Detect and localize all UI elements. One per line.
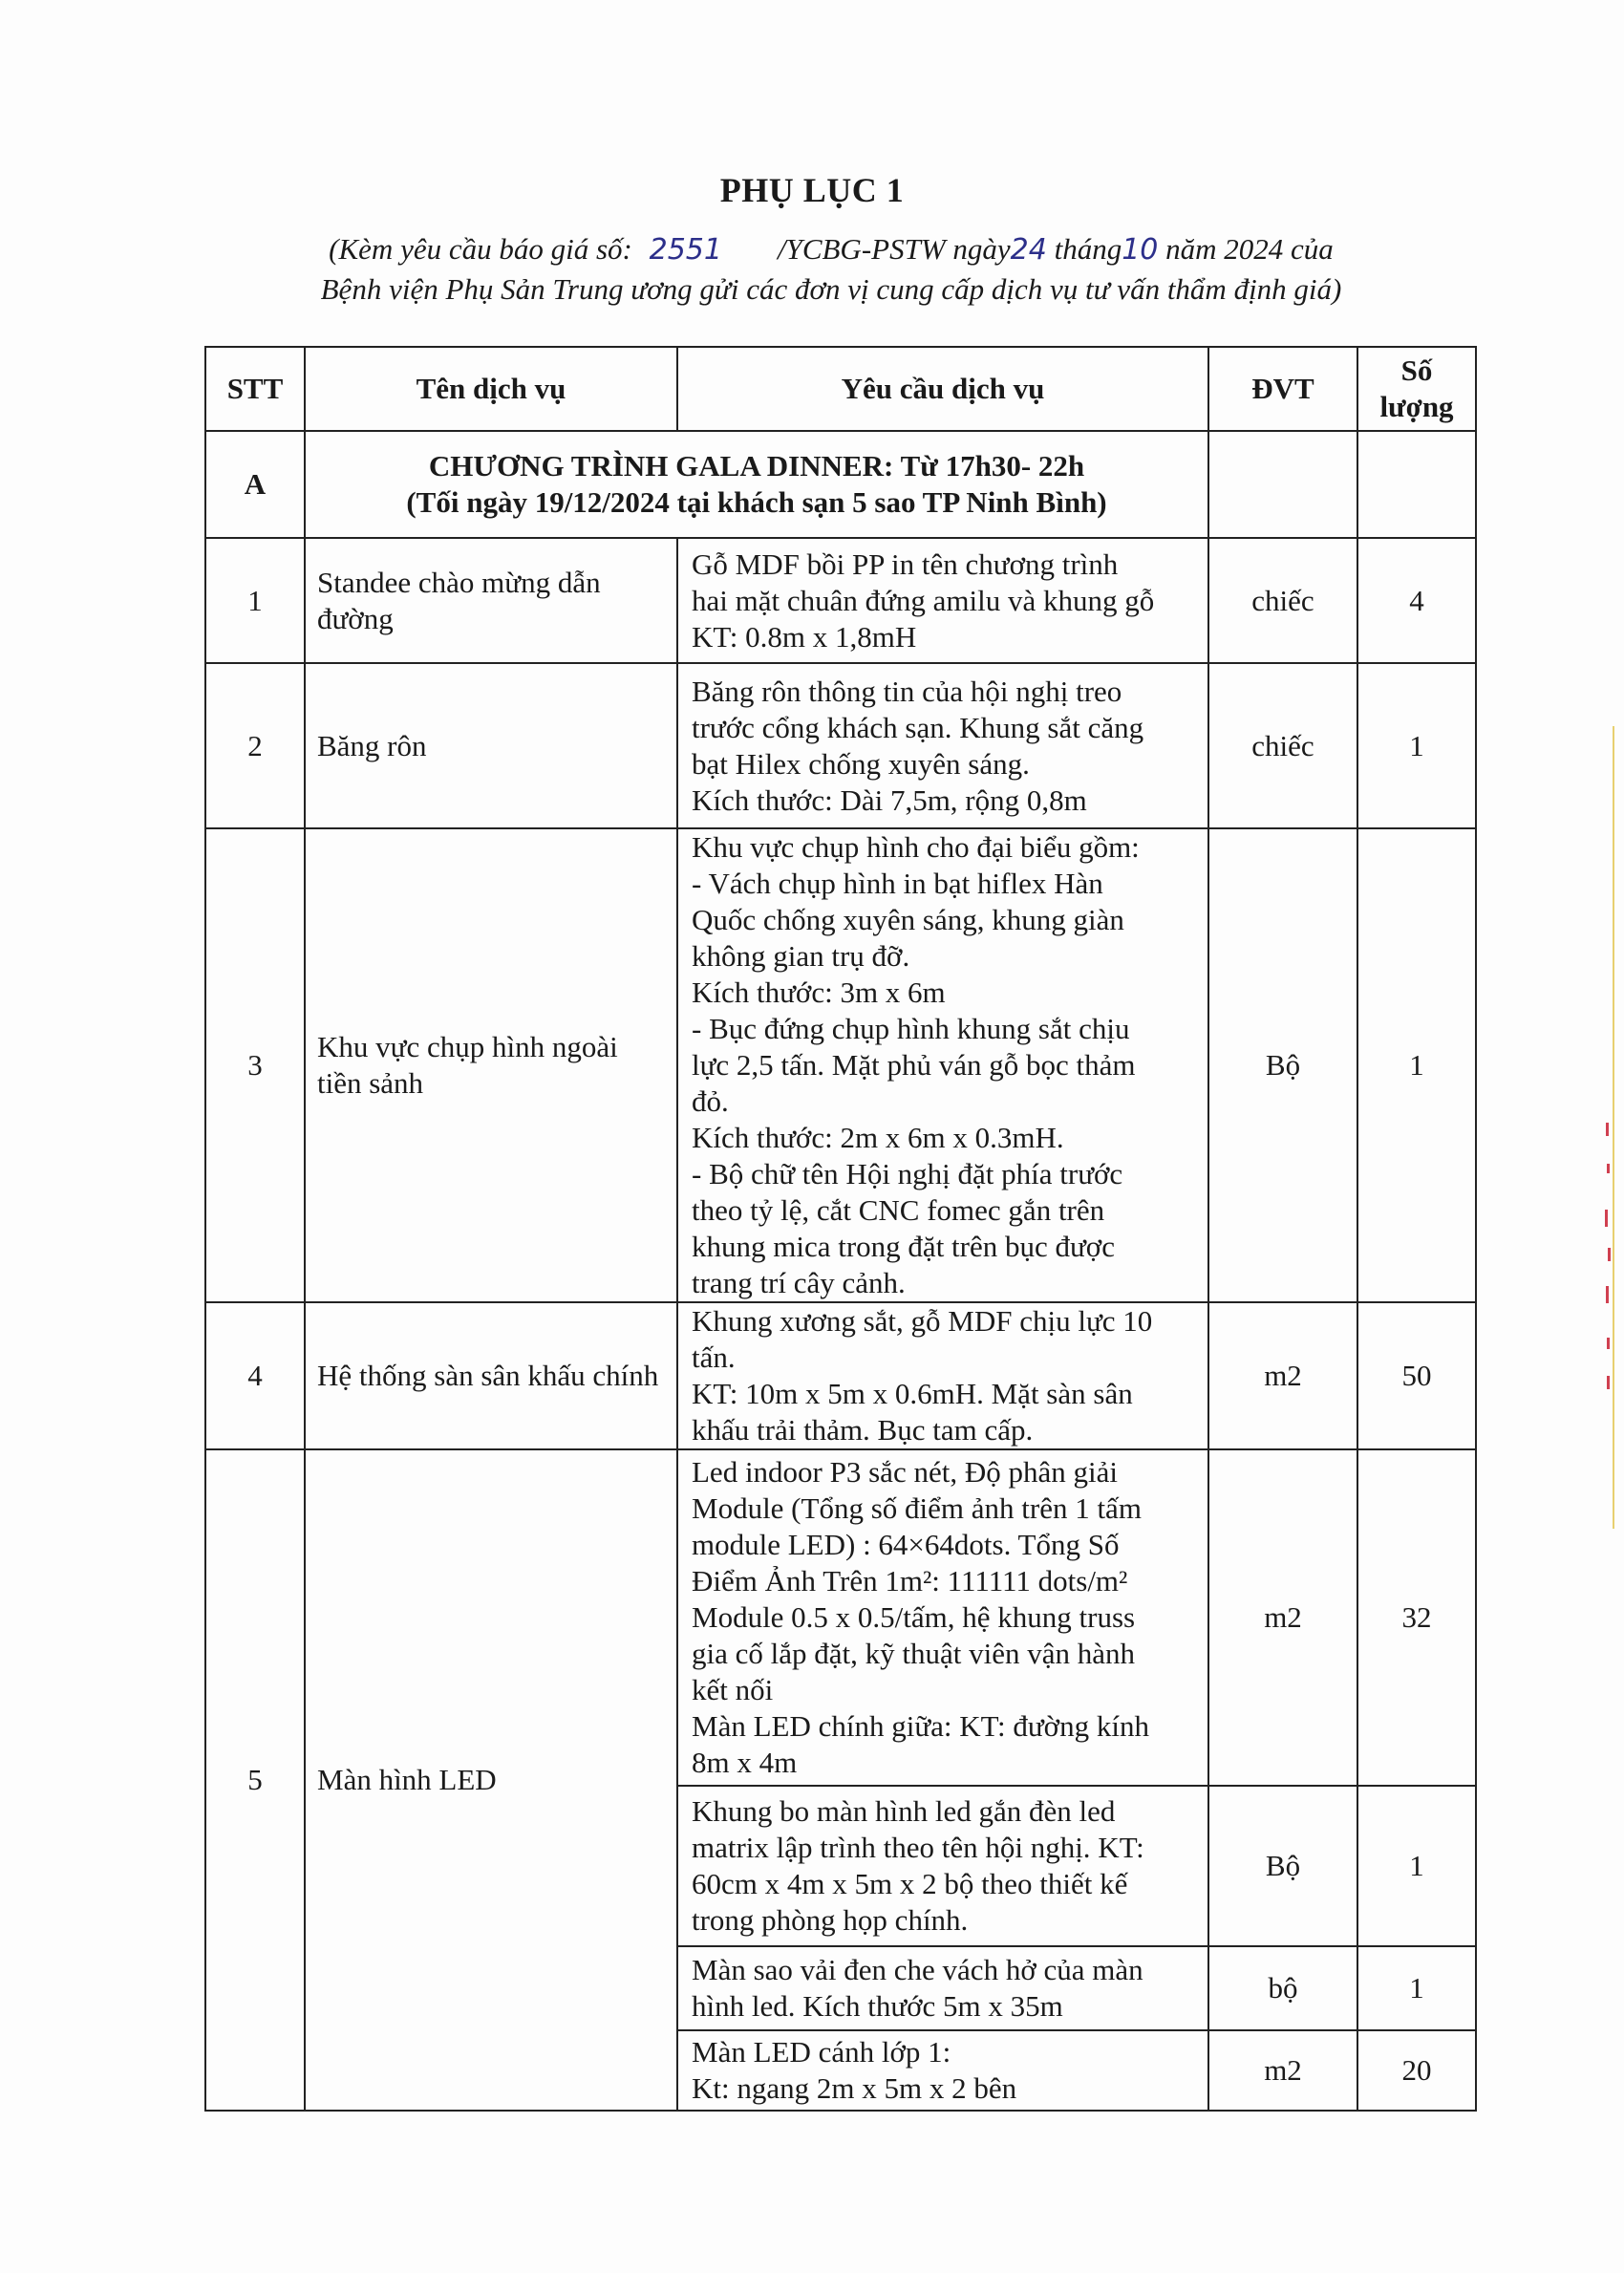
req-line: Led indoor P3 sắc nét, Độ phân giải — [692, 1455, 1118, 1489]
row-quantity: 50 — [1357, 1302, 1476, 1449]
table-header-row — [205, 347, 1476, 431]
req-line: 8m x 4m — [692, 1746, 798, 1779]
section-code: A — [205, 431, 305, 538]
req-line: trong phòng họp chính. — [692, 1903, 969, 1937]
row-quantity: 20 — [1357, 2030, 1476, 2111]
table-row — [205, 1449, 1476, 1786]
stamp-edge-mark — [1607, 1338, 1610, 1349]
subtitle-line-1 — [19, 232, 1624, 267]
header-requirements: Yêu cầu dịch vụ — [677, 347, 1208, 431]
header-unit: ĐVT — [1208, 347, 1357, 431]
table-row — [205, 538, 1476, 663]
req-line: khấu trải thảm. Bục tam cấp. — [692, 1413, 1034, 1447]
req-line: Kích thước: 2m x 6m x 0.3mH. — [692, 1121, 1064, 1154]
service-table — [204, 346, 1477, 2112]
handwritten-month: 10 — [1122, 233, 1159, 267]
req-line: - Bục đứng chụp hình khung sắt chịu — [692, 1012, 1130, 1045]
subtitle-code: /YCBG-PSTW ngày — [777, 232, 1011, 266]
req-line: Băng rôn thông tin của hội nghị treo — [692, 674, 1122, 708]
req-line: lực 2,5 tấn. Mặt phủ ván gỗ bọc thảm — [692, 1048, 1136, 1082]
row-quantity: 1 — [1357, 663, 1476, 828]
row-stt: 1 — [205, 538, 305, 663]
subtitle-line-2: Bệnh viện Phụ Sản Trung ương gửi các đơn vị cung cấp dịch vụ tư vấn thẩm định giá) — [320, 272, 1342, 306]
stamp-edge-mark — [1607, 1164, 1610, 1173]
row-stt: 2 — [205, 663, 305, 828]
req-line: Quốc chống xuyên sáng, khung giàn — [692, 903, 1124, 936]
req-line: Kt: ngang 2m x 5m x 2 bên — [692, 2071, 1017, 2105]
req-line: module LED) : 64×64dots. Tổng Số — [692, 1528, 1120, 1561]
row-unit: m2 — [1208, 1449, 1357, 1786]
req-line: Kích thước: 3m x 6m — [692, 976, 946, 1009]
section-qty-empty — [1357, 431, 1476, 538]
row-quantity: 1 — [1357, 1946, 1476, 2030]
page-edge-line — [1613, 726, 1614, 1529]
stamp-edge-mark — [1606, 1123, 1609, 1136]
req-line: bạt Hilex chống xuyên sáng. — [692, 746, 1030, 781]
row-requirements — [677, 2030, 1208, 2111]
row-requirements — [677, 1946, 1208, 2030]
req-line: tấn. — [692, 1340, 736, 1374]
row-unit: Bộ — [1208, 828, 1357, 1302]
req-line: Màn LED chính giữa: KT: đường kính — [692, 1709, 1149, 1743]
row-requirements — [677, 663, 1208, 828]
stamp-edge-mark — [1608, 1248, 1611, 1261]
req-line: đỏ. — [692, 1084, 729, 1118]
req-line: KT: 10m x 5m x 0.6mH. Mặt sàn sân — [692, 1377, 1133, 1410]
table-row — [205, 1302, 1476, 1449]
req-line: trang trí cây cảnh. — [692, 1266, 906, 1299]
row-quantity: 1 — [1357, 1786, 1476, 1946]
req-line: KT: 0.8m x 1,8mH — [692, 619, 917, 654]
row-service-name: Băng rôn — [305, 663, 677, 828]
row-unit: chiếc — [1208, 538, 1357, 663]
header-quantity-line1: Số — [1400, 354, 1433, 387]
req-line: Màn sao vải đen che vách hở của màn — [692, 1953, 1143, 1986]
row-requirements — [677, 828, 1208, 1302]
row-service-name: Màn hình LED — [305, 1449, 677, 2111]
row-stt: 5 — [205, 1449, 305, 2111]
row-service-name: Standee chào mừng dẫn đường — [305, 538, 677, 663]
stamp-edge-mark — [1605, 1210, 1608, 1227]
row-requirements — [677, 1302, 1208, 1449]
section-row — [205, 431, 1476, 538]
stamp-edge-mark — [1606, 1286, 1609, 1303]
row-quantity: 1 — [1357, 828, 1476, 1302]
row-stt: 3 — [205, 828, 305, 1302]
header-stt: STT — [205, 347, 305, 431]
row-stt: 4 — [205, 1302, 305, 1449]
req-line: Khung bo màn hình led gắn đèn led — [692, 1794, 1116, 1828]
section-title-line2: (Tối ngày 19/12/2024 tại khách sạn 5 sao TP Ninh Bình) — [406, 485, 1107, 519]
section-unit-empty — [1208, 431, 1357, 538]
req-line: - Vách chụp hình in bạt hiflex Hàn — [692, 867, 1103, 900]
header-quantity-line2: lượng — [1379, 390, 1454, 423]
req-line: kết nối — [692, 1673, 774, 1706]
handwritten-request-number: 2551 — [649, 233, 722, 267]
section-title-line1: CHƯƠNG TRÌNH GALA DINNER: Từ 17h30- 22h — [428, 449, 1085, 482]
row-requirements — [677, 1449, 1208, 1786]
table-row — [205, 663, 1476, 828]
req-line: hai mặt chuân đứng amilu và khung gỗ — [692, 583, 1155, 617]
section-title — [305, 431, 1208, 538]
req-line: Khu vực chụp hình cho đại biểu gồm: — [692, 830, 1140, 864]
row-unit: bộ — [1208, 1946, 1357, 2030]
handwritten-day: 24 — [1010, 233, 1047, 267]
req-line: gia cố lắp đặt, kỹ thuật viên vận hành — [692, 1637, 1136, 1670]
req-line: - Bộ chữ tên Hội nghị đặt phía trước — [692, 1157, 1123, 1190]
req-line: Khung xương sắt, gỗ MDF chịu lực 10 — [692, 1304, 1153, 1338]
row-unit: m2 — [1208, 2030, 1357, 2111]
subtitle-suffix: năm 2024 của — [1165, 232, 1334, 266]
req-line: không gian trụ đỡ. — [692, 939, 910, 973]
header-service-name: Tên dịch vụ — [305, 347, 677, 431]
row-quantity: 32 — [1357, 1449, 1476, 1786]
req-line: Gỗ MDF bồi PP in tên chương trình — [692, 547, 1119, 581]
row-unit: m2 — [1208, 1302, 1357, 1449]
row-unit: chiếc — [1208, 663, 1357, 828]
row-service-name: Hệ thống sàn sân khấu chính — [305, 1302, 677, 1449]
subtitle-month-label: tháng — [1054, 232, 1122, 266]
req-line: theo tỷ lệ, cắt CNC fomec gắn trên — [692, 1193, 1105, 1227]
header-quantity — [1357, 347, 1476, 431]
req-line: matrix lập trình theo tên hội nghị. KT: — [692, 1831, 1144, 1864]
req-line: Điểm Ảnh Trên 1m²: 111111 dots/m² — [692, 1564, 1128, 1598]
row-requirements — [677, 1786, 1208, 1946]
req-line: khung mica trong đặt trên bục được — [692, 1230, 1115, 1263]
table-row — [205, 828, 1476, 1302]
req-line: hình led. Kích thước 5m x 35m — [692, 1989, 1063, 2023]
req-line: 60cm x 4m x 5m x 2 bộ theo thiết kế — [692, 1867, 1128, 1900]
req-line: Màn LED cánh lớp 1: — [692, 2035, 951, 2069]
req-line: Module 0.5 x 0.5/tấm, hệ khung truss — [692, 1600, 1136, 1634]
req-line: Module (Tổng số điểm ảnh trên 1 tấm — [692, 1491, 1142, 1525]
req-line: trước cổng khách sạn. Khung sắt căng — [692, 710, 1144, 744]
subtitle-prefix: (Kèm yêu cầu báo giá số: — [329, 232, 632, 266]
row-service-name: Khu vực chụp hình ngoài tiền sảnh — [305, 828, 677, 1302]
row-requirements — [677, 538, 1208, 663]
row-unit: Bộ — [1208, 1786, 1357, 1946]
stamp-edge-mark — [1607, 1376, 1610, 1389]
row-quantity: 4 — [1357, 538, 1476, 663]
req-line: Kích thước: Dài 7,5m, rộng 0,8m — [692, 783, 1087, 817]
page-title: PHỤ LỤC 1 — [719, 171, 905, 209]
